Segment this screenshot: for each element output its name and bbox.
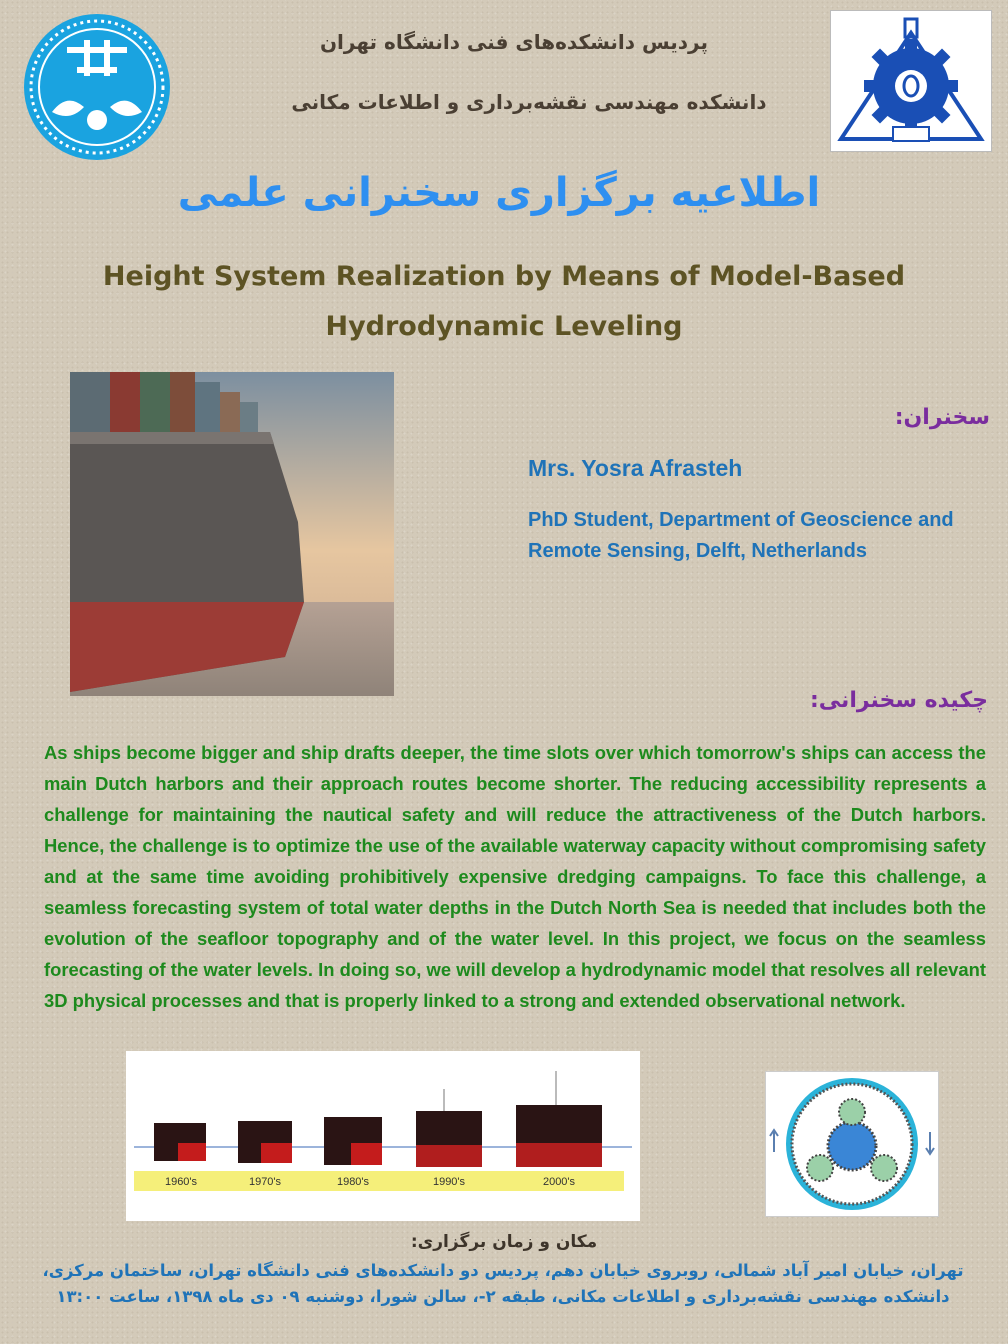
announcement-title: اطلاعیه برگزاری سخنرانی علمی	[177, 170, 821, 216]
university-of-tehran-logo-icon	[22, 12, 172, 162]
forecasting-cycle-diagram	[765, 1071, 939, 1217]
venue-label: مکان و زمان برگزاری:	[410, 1232, 598, 1252]
decade-label-1990s: 1990's	[432, 1176, 466, 1188]
school-name: دانشکده مهندسی نقشه‌برداری و اطلاعات مکانی	[291, 90, 767, 114]
abstract-text: As ships become bigger and ship drafts deeper, the time slots over which tomorrow's ships can access the main Dutch harbors and their approach routes become shorter. The reducing accessibility represents a challenge for maintaining the nautical safety and will reduce the attractiveness of the Dutch harbors. Hence, the challenge is to optimize the use of the available waterway capacity without compromising safety and at the same time avoiding prohibitively expensive dredging campaigns. To face this challenge, a seamless forecasting system of total water depths in the Dutch North Sea is needed that includes both the evolution of the seafloor topography and of the water level. In this project, we focus on the seamless forecasting of the water levels. In doing so, we will develop a hydrodynamic model that resolves all relevant 3D physical processes and that is properly linked to a strong and extended observational network.	[44, 742, 986, 1011]
speaker-affiliation: PhD Student, Department of Geoscience and Remote Sensing, Delft, Netherlands	[528, 509, 954, 562]
abstract-label: چکیده سخنرانی:	[810, 688, 988, 713]
speaker-name: Mrs. Yosra Afrasteh	[528, 455, 743, 481]
ship-size-evolution-figure	[126, 1051, 640, 1221]
decade-label-1960s: 1960's	[164, 1176, 198, 1188]
speaker-label: سخنران:	[894, 405, 990, 430]
campus-name: پردیس دانشکده‌های فنی دانشگاه تهران	[319, 30, 709, 54]
decade-label-1970s: 1970's	[248, 1176, 282, 1188]
talk-title: Height System Realization by Means of Model-Based Hydrodynamic Leveling	[102, 261, 906, 342]
container-ship-photo	[70, 372, 394, 696]
engineering-faculty-gear-logo-icon	[830, 10, 992, 152]
decade-label-2000s: 2000's	[542, 1176, 576, 1188]
venue-text: تهران، خیابان امیر آباد شمالی، روبروی خیابان دهم، پردیس دو دانشکده‌های فنی دانشگاه تهران، ساختمان مرکزی، دانشکده مهندسی نقشه‌برداری و اطلاعات مکانی، طبقه ۲-، سالن شورا، دوشنبه ۰۹ دی ماه ۱۳۹۸، ساعت ۱۳:۰۰	[42, 1261, 964, 1306]
decade-label-1980s: 1980's	[336, 1176, 370, 1188]
